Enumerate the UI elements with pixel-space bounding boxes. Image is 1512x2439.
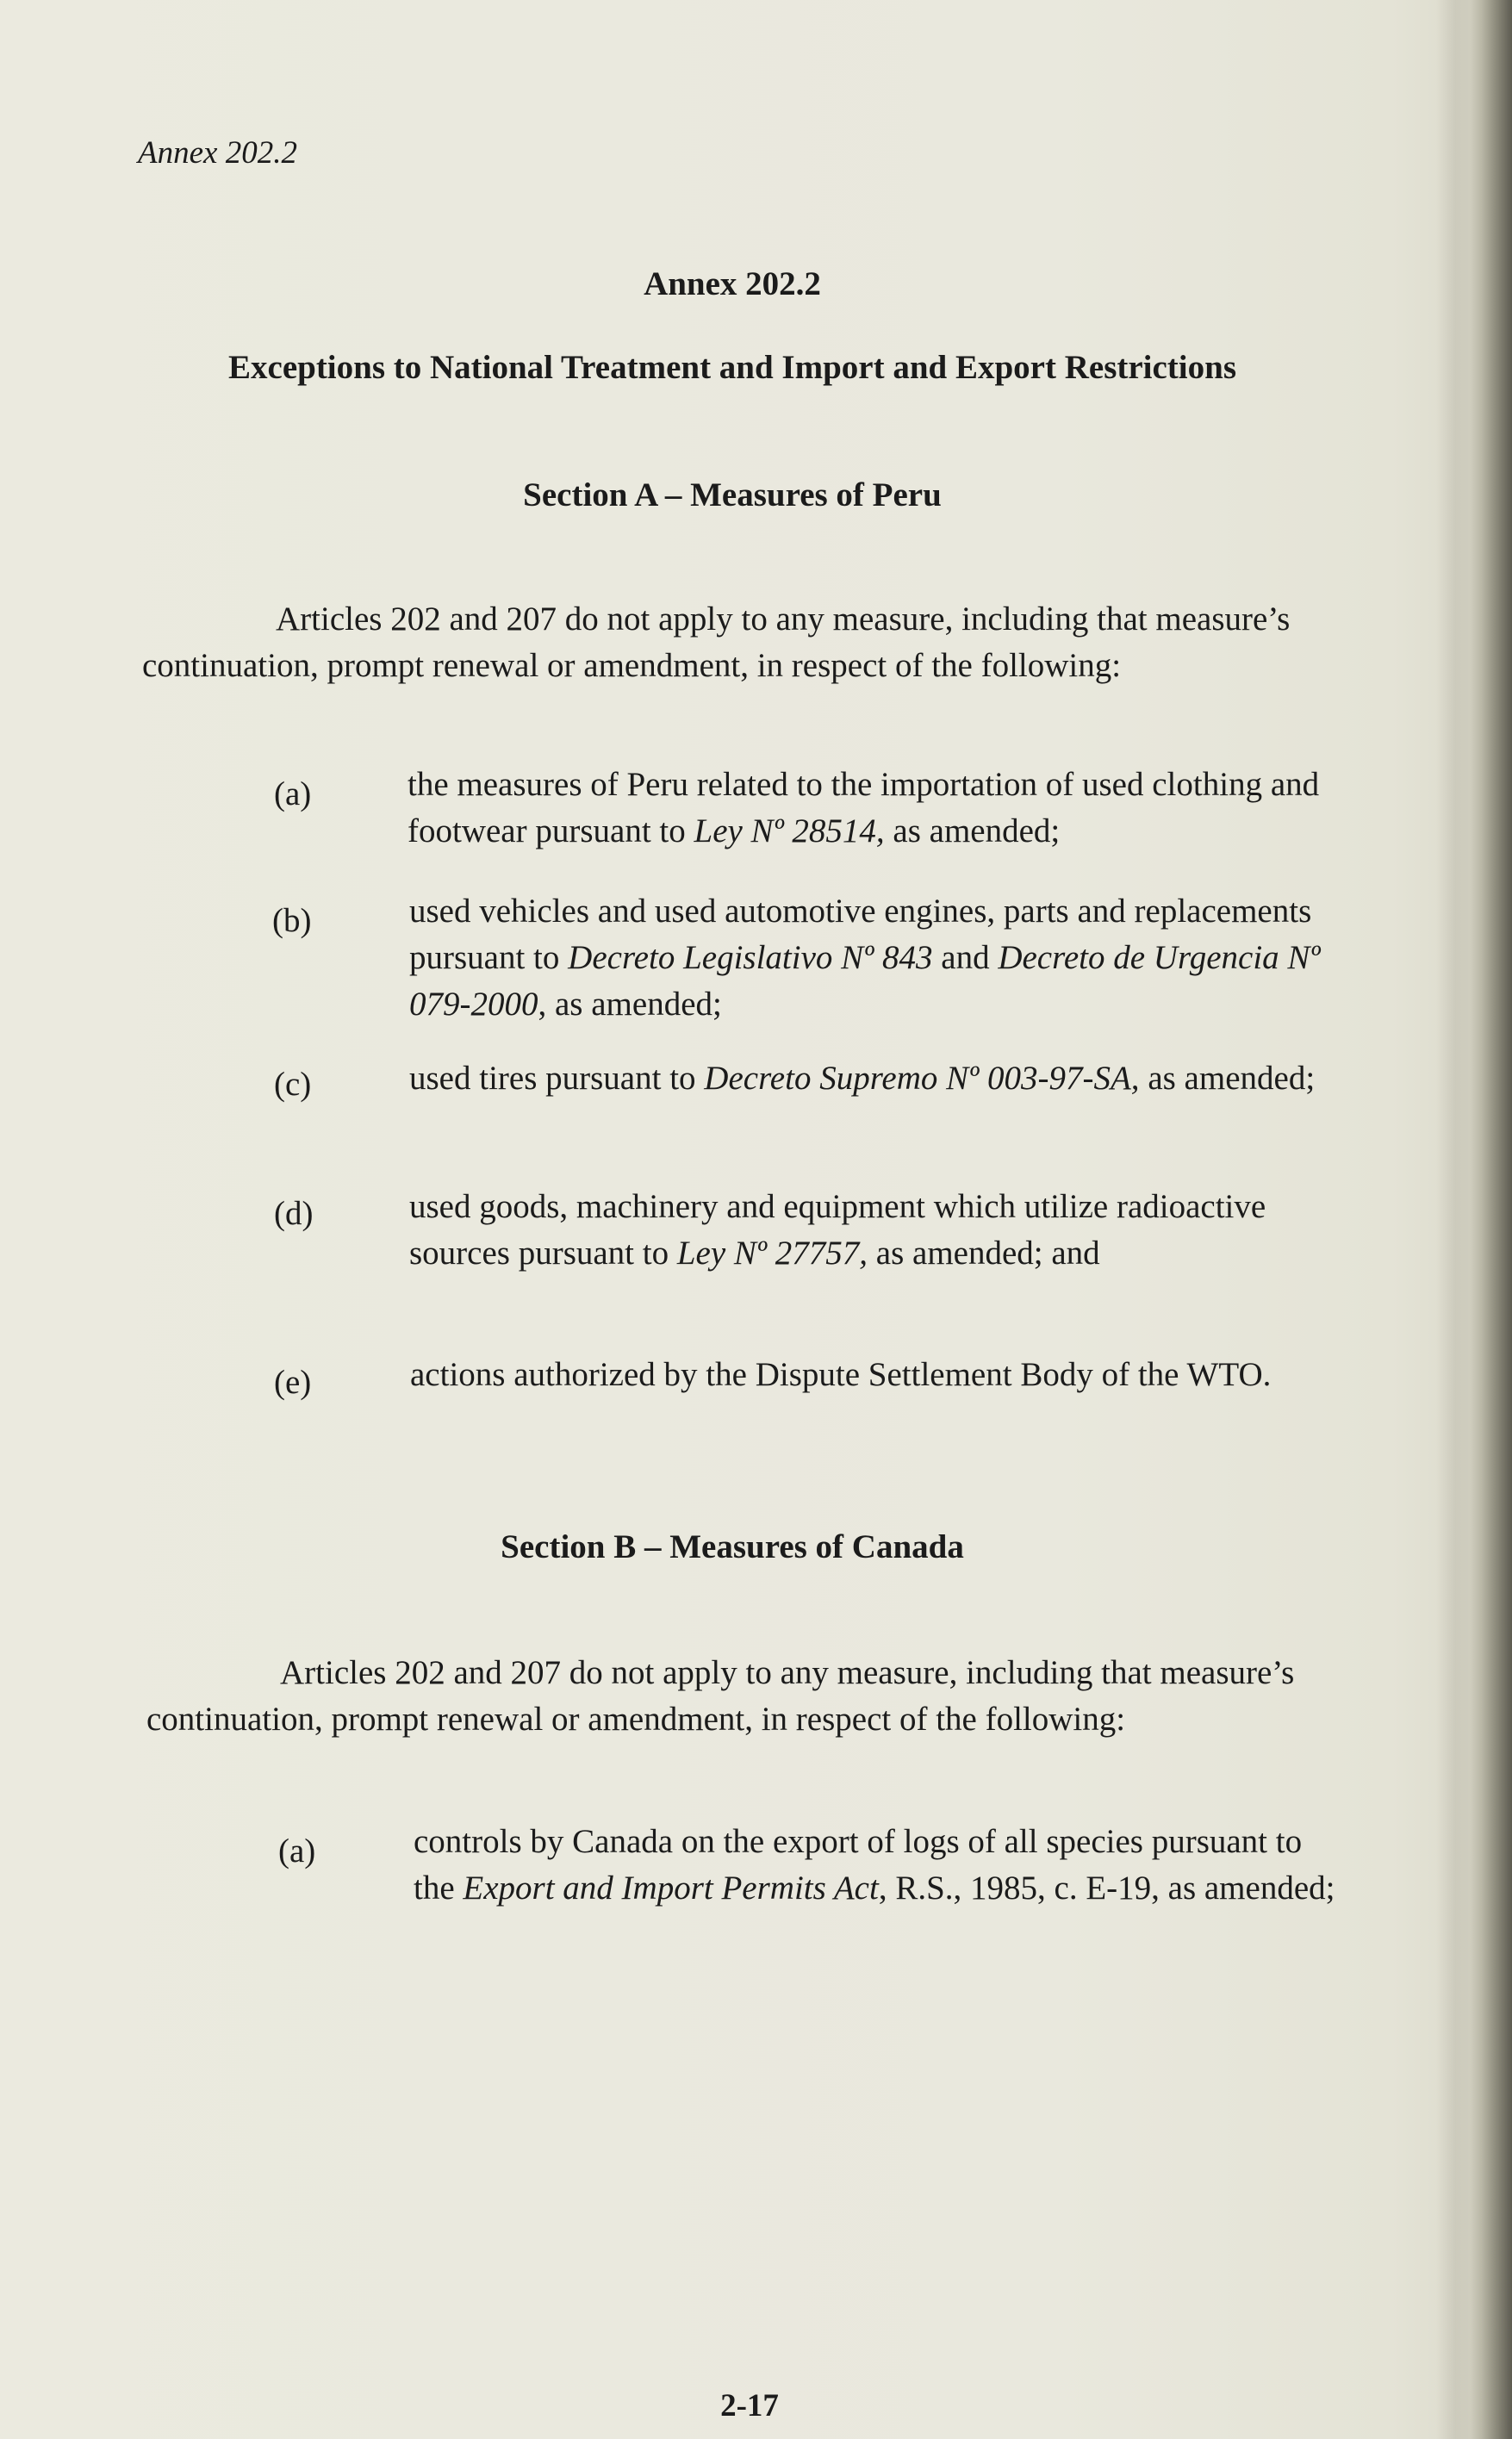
list-item	[409, 888, 1331, 1028]
list-item	[408, 762, 1329, 855]
item-text: the measures of Peru related to the importation of used clothing and footwear pursuant to	[408, 766, 1320, 849]
section-b-heading: Section B – Measures of Canada	[501, 1528, 964, 1565]
running-head: Annex 202.2	[138, 135, 297, 171]
item-text: as amended;	[1139, 1060, 1316, 1097]
annex-title: Annex 202.2	[644, 265, 821, 302]
item-label: (e)	[274, 1364, 312, 1401]
page-number: 2-17	[720, 2388, 779, 2423]
legal-citation: Decreto Supremo Nº 003-97-SA,	[704, 1060, 1140, 1097]
section-a-intro: Articles 202 and 207 do not apply to any measure, including that measure’s continuation, prompt renewal or amendment, in respect of the following:	[142, 600, 1291, 684]
item-text: actions authorized by the Dispute Settlement Body of the WTO.	[410, 1356, 1272, 1393]
item-label: (a)	[278, 1832, 316, 1870]
item-text: , R.S., 1985, c. E-19, as amended;	[878, 1870, 1335, 1907]
item-text: used tires pursuant to	[409, 1060, 705, 1097]
item-text: used vehicles and used automotive engines, parts and replacements pursuant to	[409, 893, 1312, 976]
list-item	[410, 1352, 1332, 1398]
section-b-intro: Articles 202 and 207 do not apply to any measure, including that measure’s continuation, prompt renewal or amendment, in respect of the following:	[146, 1654, 1295, 1738]
section-a-heading: Section A – Measures of Peru	[523, 476, 942, 513]
item-label: (d)	[274, 1195, 314, 1232]
item-text: and	[932, 939, 999, 976]
legal-citation: Ley Nº 27757,	[676, 1235, 868, 1272]
act-title: Export and Import Permits Act	[463, 1870, 879, 1907]
item-label: (a)	[274, 775, 312, 812]
list-item	[409, 1055, 1331, 1102]
legal-citation: Decreto Legislativo Nº 843	[568, 939, 933, 976]
item-text: controls by Canada on the export of logs of all species pursuant to the	[414, 1823, 1303, 1907]
item-text: used goods, machinery and equipment which utilize radioactive sources pursuant to	[409, 1188, 1266, 1272]
annex-subtitle: Exceptions to National Treatment and Import and Export Restrictions	[228, 349, 1236, 386]
legal-citation: Decreto de Urgencia Nº 079-2000	[409, 939, 1321, 1023]
item-text: as amended; and	[868, 1235, 1100, 1272]
book-binding-shadow	[1436, 0, 1512, 2439]
item-label: (c)	[274, 1066, 312, 1103]
list-item	[414, 1819, 1335, 1912]
item-label: (b)	[272, 902, 312, 939]
list-item	[409, 1184, 1331, 1277]
item-text: , as amended;	[538, 986, 722, 1023]
item-text: as amended;	[884, 812, 1061, 849]
legal-citation: Ley Nº 28514,	[694, 812, 885, 849]
